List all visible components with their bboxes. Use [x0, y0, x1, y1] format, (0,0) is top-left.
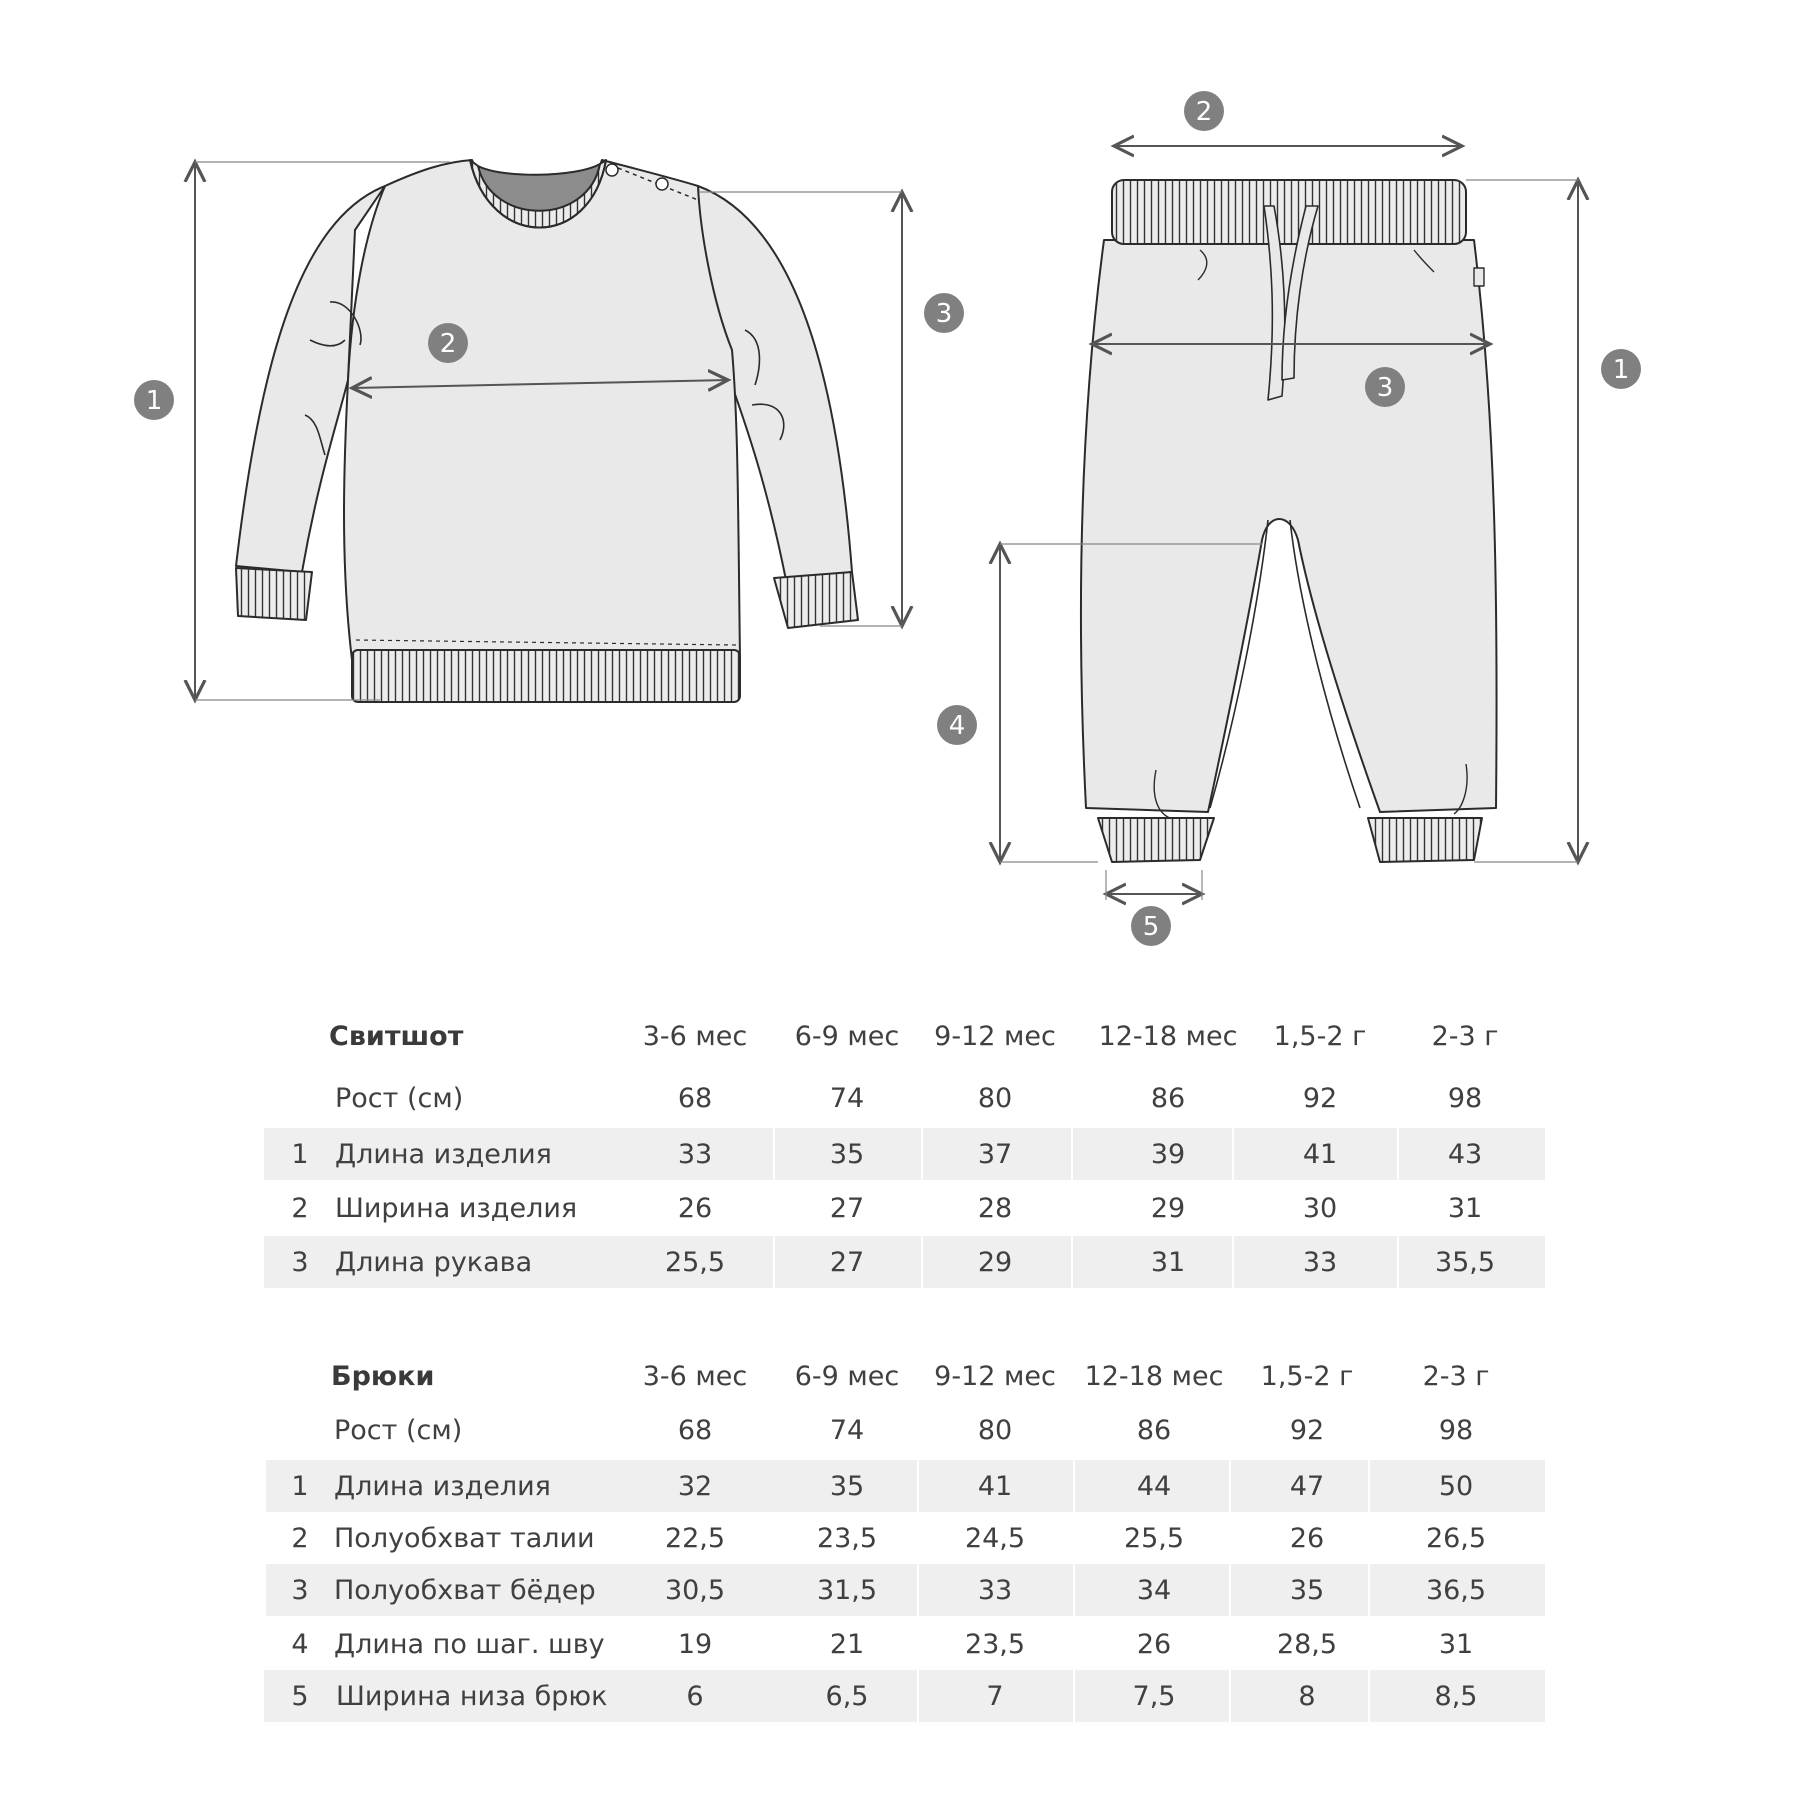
row-label: Длина по шаг. шву: [334, 1628, 605, 1660]
row-value: 31: [1150, 1246, 1186, 1278]
row-value: 25,5: [664, 1246, 726, 1278]
row-value: 39: [1150, 1138, 1186, 1170]
row-value: 23,5: [816, 1522, 878, 1554]
row-value: 32: [677, 1470, 713, 1502]
size-header: 2-3 г: [1422, 1360, 1490, 1392]
row-value: 74: [829, 1082, 865, 1114]
row-value: 6,5: [825, 1680, 869, 1712]
row-value: 28,5: [1276, 1628, 1338, 1660]
row-value: 35: [1289, 1574, 1325, 1606]
size-header: 2-3 г: [1431, 1020, 1499, 1052]
row-value: 50: [1438, 1470, 1474, 1502]
size-header: 12-18 мес: [1098, 1020, 1238, 1052]
size-header: 12-18 мес: [1084, 1360, 1224, 1392]
row-value: 35: [829, 1138, 865, 1170]
row-value: 22,5: [664, 1522, 726, 1554]
size-header: 9-12 мес: [934, 1360, 1056, 1392]
row-value: 34: [1136, 1574, 1172, 1606]
row-value: 8: [1298, 1680, 1316, 1712]
table-title: Брюки: [331, 1360, 435, 1392]
sweatshirt-size-table: [0, 1010, 1801, 1300]
svg-text:3: 3: [935, 299, 953, 329]
svg-text:3: 3: [1376, 373, 1394, 403]
sweatshirt-drawing: [236, 160, 858, 702]
svg-text:5: 5: [1142, 912, 1160, 942]
row-value: 31: [1447, 1192, 1483, 1224]
sweatshirt-right-cuff: [774, 572, 858, 628]
svg-text:1: 1: [1612, 355, 1630, 385]
row-value: 92: [1302, 1082, 1338, 1114]
table-row: [0, 1128, 1801, 1180]
table-row: [0, 1512, 1801, 1564]
row-value: 21: [829, 1628, 865, 1660]
row-value: 8,5: [1434, 1680, 1478, 1712]
table-header-row: [0, 1010, 1801, 1062]
row-value: 47: [1289, 1470, 1325, 1502]
pants-left-cuff: [1098, 818, 1214, 862]
row-value: 29: [977, 1246, 1013, 1278]
size-header: 3-6 мес: [642, 1020, 748, 1052]
row-value: 74: [829, 1414, 865, 1446]
pants-waistband: [1112, 180, 1466, 244]
row-value: 31: [1438, 1628, 1474, 1660]
row-label: Полуобхват бёдер: [334, 1574, 596, 1606]
svg-text:2: 2: [439, 329, 457, 359]
row-value: 25,5: [1123, 1522, 1185, 1554]
height-row: [0, 1404, 1801, 1456]
row-value: 26,5: [1425, 1522, 1487, 1554]
table-row: [0, 1236, 1801, 1288]
row-value: 28: [977, 1192, 1013, 1224]
row-value: 33: [1302, 1246, 1338, 1278]
row-label: Длина изделия: [334, 1470, 551, 1502]
pants-marker-5: [1131, 906, 1171, 946]
row-value: 80: [977, 1414, 1013, 1446]
size-header: 6-9 мес: [794, 1360, 900, 1392]
row-number: 2: [291, 1192, 309, 1224]
table-row: [0, 1618, 1801, 1670]
pants-drawing: [1081, 180, 1497, 862]
size-header: 1,5-2 г: [1260, 1360, 1354, 1392]
row-label: Рост (см): [334, 1414, 463, 1446]
row-value: 27: [829, 1192, 865, 1224]
row-value: 30: [1302, 1192, 1338, 1224]
height-row: [0, 1072, 1801, 1124]
row-label: Длина изделия: [335, 1138, 552, 1170]
pants-marker-1: [1601, 349, 1641, 389]
row-value: 86: [1136, 1414, 1172, 1446]
row-value: 33: [977, 1574, 1013, 1606]
row-value: 30,5: [664, 1574, 726, 1606]
svg-text:4: 4: [948, 711, 966, 741]
row-number: 5: [291, 1680, 309, 1712]
table-header-row: [0, 1350, 1801, 1402]
row-number: 2: [291, 1522, 309, 1554]
sweatshirt-marker-1: [134, 380, 174, 420]
pants-marker-3: [1365, 367, 1405, 407]
row-label: Длина рукава: [335, 1246, 533, 1278]
row-value: 80: [977, 1082, 1013, 1114]
pants-right-cuff: [1368, 818, 1482, 862]
sweatshirt-hem-rib: [352, 650, 740, 702]
row-value: 7: [986, 1680, 1004, 1712]
row-number: 4: [291, 1628, 309, 1660]
row-value: 86: [1150, 1082, 1186, 1114]
row-value: 26: [1289, 1522, 1325, 1554]
sweatshirt-left-cuff: [236, 568, 312, 620]
row-label: Рост (см): [335, 1082, 464, 1114]
sweatshirt-body: [344, 160, 740, 660]
sweatshirt-marker-2: [428, 323, 468, 363]
row-value: 68: [677, 1414, 713, 1446]
pants-size-table: [0, 1350, 1801, 1750]
row-value: 41: [1302, 1138, 1338, 1170]
row-value: 27: [829, 1246, 865, 1278]
table-row: [0, 1564, 1801, 1616]
row-value: 98: [1438, 1414, 1474, 1446]
row-number: 1: [291, 1138, 309, 1170]
table-row: [0, 1460, 1801, 1512]
row-label: Ширина низа брюк: [336, 1680, 608, 1712]
size-header: 1,5-2 г: [1273, 1020, 1367, 1052]
row-value: 35,5: [1434, 1246, 1496, 1278]
row-number: 1: [291, 1470, 309, 1502]
size-header: 6-9 мес: [794, 1020, 900, 1052]
row-number: 3: [291, 1574, 309, 1606]
row-value: 31,5: [816, 1574, 878, 1606]
row-label: Ширина изделия: [335, 1192, 578, 1224]
row-value: 33: [677, 1138, 713, 1170]
pants-marker-4: [937, 705, 977, 745]
row-value: 24,5: [964, 1522, 1026, 1554]
row-value: 44: [1136, 1470, 1172, 1502]
row-value: 23,5: [964, 1628, 1026, 1660]
row-label: Полуобхват талии: [334, 1522, 595, 1554]
row-value: 7,5: [1132, 1680, 1176, 1712]
row-value: 36,5: [1425, 1574, 1487, 1606]
table-title: Свитшот: [329, 1020, 464, 1052]
row-value: 68: [677, 1082, 713, 1114]
sweatshirt-marker-3: [924, 293, 964, 333]
row-value: 26: [1136, 1628, 1172, 1660]
svg-text:2: 2: [1195, 97, 1213, 127]
table-row: [0, 1182, 1801, 1234]
pants-marker-2: [1184, 91, 1224, 131]
svg-text:1: 1: [145, 386, 163, 416]
row-value: 19: [677, 1628, 713, 1660]
size-header: 3-6 мес: [642, 1360, 748, 1392]
row-value: 37: [977, 1138, 1013, 1170]
row-number: 3: [291, 1246, 309, 1278]
table-row: [0, 1670, 1801, 1722]
row-value: 6: [686, 1680, 704, 1712]
row-value: 92: [1289, 1414, 1325, 1446]
size-header: 9-12 мес: [934, 1020, 1056, 1052]
row-value: 98: [1447, 1082, 1483, 1114]
row-value: 41: [977, 1470, 1013, 1502]
row-value: 35: [829, 1470, 865, 1502]
row-value: 43: [1447, 1138, 1483, 1170]
row-value: 26: [677, 1192, 713, 1224]
row-value: 29: [1150, 1192, 1186, 1224]
